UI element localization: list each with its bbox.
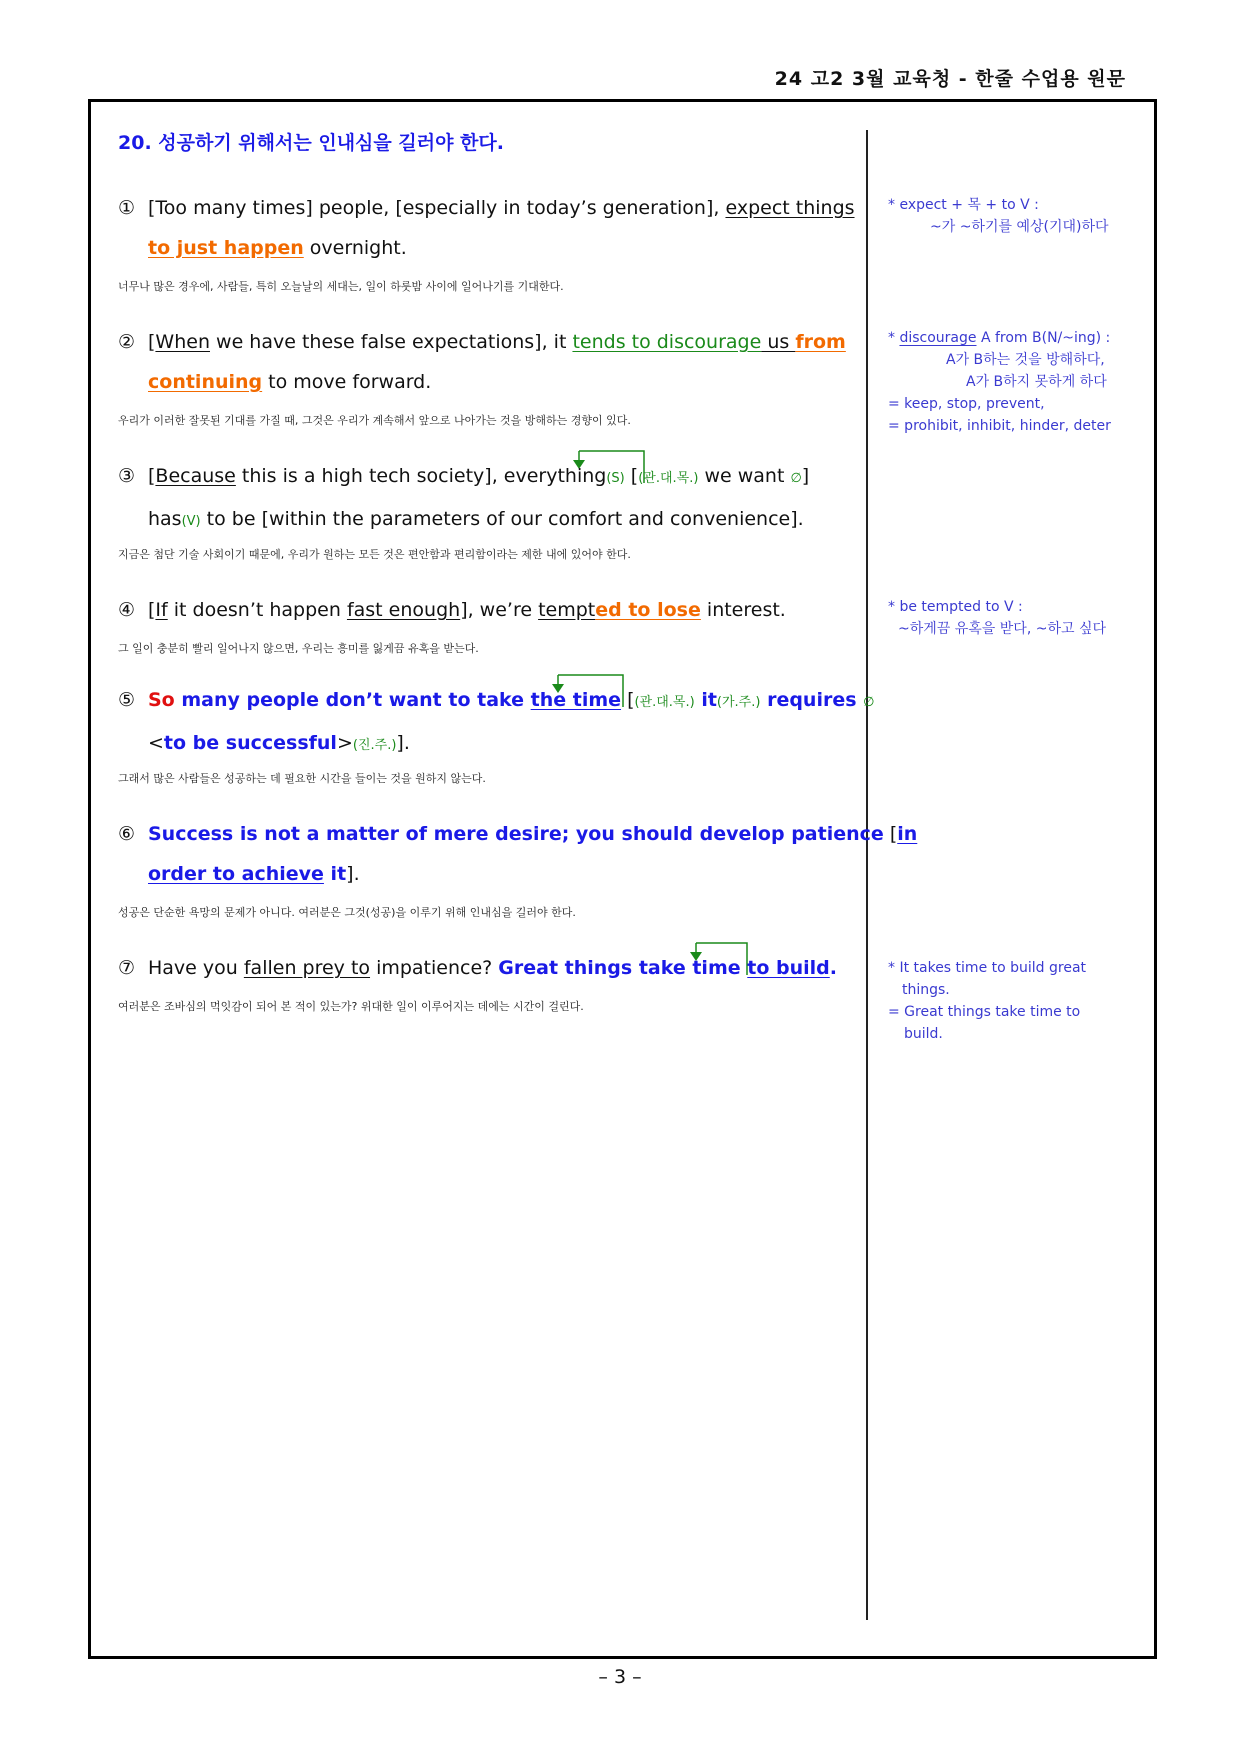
translation-2: 우리가 이러한 잘못된 기대를 가질 때, 그것은 우리가 계속해서 앞으로 나아가는 것을 방해하는 경향이 있다. [118, 414, 631, 427]
sentence-2: ② [When we have these false expectations], it tends to discourage us from continuing to move forward. [118, 322, 846, 402]
side-note-2: * discourage A from B(N/~ing) : A가 B하는 것을 방해하다, A가 B하지 못하게 하다 = keep, stop, prevent, = prohibit, inhibit, hinder, deter [888, 330, 1111, 434]
side-note-1: * expect + 목 + to V : ~가 ~하기를 예상(기대)하다 [888, 197, 1109, 235]
sentence-3: ③ [Because this is a high tech society], everything(S) [(관.대.목.) we want ∅] has(V) to be [within the parameters of our comfort and convenience]. [118, 456, 809, 542]
translation-7: 여러분은 조바심의 먹잇감이 되어 본 적이 있는가? 위대한 일이 이루어지는 데에는 시간이 걸린다. [118, 1000, 584, 1013]
page-number: – 3 – [598, 1666, 642, 1688]
sentence-7: ⑦ Have you fallen prey to impatience? Great things take time to build. [118, 948, 837, 988]
sentence-1: ① [Too many times] people, [especially in today’s generation], expect things to just happen overnight. [118, 188, 855, 268]
document-header: 24 고2 3월 교육청 - 한줄 수업용 원문 [774, 68, 1126, 90]
sentence-number: ⑦ [118, 957, 136, 979]
translation-3: 지금은 첨단 기술 사회이기 때문에, 우리가 원하는 모든 것은 편안함과 편리함이라는 제한 내에 있어야 한다. [118, 548, 631, 561]
sentence-5: ⑤ So many people don’t want to take the time [(관.대.목.) it(가.주.) requires ∅ <to be successful>(진.주.)]. [118, 680, 874, 766]
sentence-6: ⑥ Success is not a matter of mere desire; you should develop patience [in order to achieve it]. [118, 814, 917, 894]
sentence-number: ⑤ [118, 689, 136, 711]
sentence-number: ② [118, 331, 136, 353]
side-note-4: * It takes time to build great things. = Great things take time to build. [888, 960, 1087, 1042]
sentence-number: ① [118, 197, 136, 219]
sentence-number: ⑥ [118, 823, 136, 845]
translation-1: 너무나 많은 경우에, 사람들, 특히 오늘날의 세대는, 일이 하룻밤 사이에 일어나기를 기대한다. [118, 280, 564, 293]
translation-6: 성공은 단순한 욕망의 문제가 아니다. 여러분은 그것(성공)을 이루기 위해 인내심을 길러야 한다. [118, 906, 576, 919]
sentence-4: ④ [If it doesn’t happen fast enough], we’re tempted to lose interest. [118, 590, 786, 630]
sentence-number: ③ [118, 465, 136, 487]
passage-title: 20. 성공하기 위해서는 인내심을 길러야 한다. [118, 132, 504, 154]
translation-5: 그래서 많은 사람들은 성공하는 데 필요한 시간을 들이는 것을 원하지 않는다. [118, 772, 486, 785]
side-note-3: * be tempted to V : ~하게끔 유혹을 받다, ~하고 싶다 [888, 599, 1106, 637]
translation-4: 그 일이 충분히 빨리 일어나지 않으면, 우리는 흥미를 잃게끔 유혹을 받는다. [118, 642, 479, 655]
sentence-number: ④ [118, 599, 136, 621]
